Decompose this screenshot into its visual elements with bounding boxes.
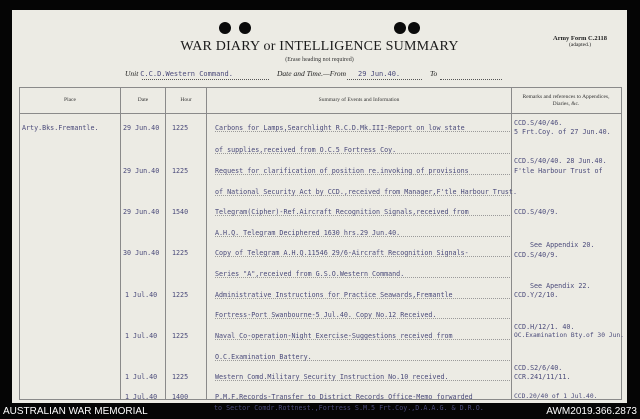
column-divider xyxy=(120,88,121,399)
entry-summary: A.H.Q. Telegram Deciphered 1630 hrs.29 Jun.40. xyxy=(215,229,401,237)
entry-remarks: CCR.241/11/11. xyxy=(514,373,571,381)
unit-underline xyxy=(142,79,269,80)
col-header-date: Date xyxy=(137,97,149,104)
unit-field xyxy=(125,69,233,78)
entry-date: 29 Jun.40 xyxy=(123,167,160,175)
date-time-field xyxy=(277,69,400,78)
entry-summary: O.C.Examination Battery. xyxy=(215,353,312,361)
entry-remarks: See Apendix 22. xyxy=(530,282,591,290)
entry-remarks: CCD.20/40 of 1 Jul.40. xyxy=(514,393,598,400)
form-title: WAR DIARY or INTELLIGENCE SUMMARY xyxy=(180,39,459,54)
entry-date: 1 Jul.40 xyxy=(125,291,158,299)
entry-remarks: See Appendix 20. xyxy=(530,241,595,249)
entry-summary: Carbons for Lamps,Searchlight R.C.D.Mk.III-Report on low state xyxy=(215,124,465,132)
punch-hole xyxy=(394,22,406,34)
to-label: To xyxy=(430,69,438,78)
col-header-place: Place xyxy=(64,97,76,104)
entry-summary: Western Comd.Military Security Instruction No.10 received. xyxy=(215,373,449,381)
entry-remarks: CCD.S/40/46. xyxy=(514,119,563,127)
entry-summary: Telegram(Cipher)-Ref.Aircraft Recognition Signals,received from xyxy=(215,208,469,216)
entry-hour: 1540 xyxy=(172,208,189,216)
column-divider xyxy=(206,88,207,399)
entry-summary: Naval Co-operation-Night Exercise-Suggestions received from xyxy=(215,332,453,340)
entry-date: 29 Jun.40 xyxy=(123,208,160,216)
entry-hour: 1225 xyxy=(172,167,189,175)
entry-summary: Administrative Instructions for Practice Seawards,Fremantle xyxy=(215,291,453,299)
archive-reference: AWM2019.366.2873 xyxy=(546,406,637,417)
entry-date: 1 Jul.40 xyxy=(125,393,158,401)
entry-remarks: F'tle Harbour Trust of xyxy=(514,167,603,175)
entry-summary: Series "A",received from G.S.O.Western Command. xyxy=(215,270,405,278)
entry-remarks: 5 Frt.Coy. of 27 Jun.40. xyxy=(514,128,611,136)
entry-remarks: CCD.S2/6/40. xyxy=(514,364,563,372)
entry-remarks: CCD.H/12/1. 40. xyxy=(514,323,575,331)
column-divider xyxy=(165,88,166,399)
entry-remarks: CCD.Y/2/10. xyxy=(514,291,559,299)
from-date-value: 29 Jun.40. xyxy=(357,70,401,78)
col-header-remarks: Remarks and references to Appendices, Diaries, &c. xyxy=(522,93,610,107)
unit-value: C.C.D.Western Command. xyxy=(140,70,233,78)
army-form-adapted: (adapted.) xyxy=(568,42,592,48)
entry-remarks: OC.Examination Bty.of 30 Jun. xyxy=(514,332,624,339)
form-subtitle: (Erase heading not required) xyxy=(285,57,354,63)
entry-hour: 1225 xyxy=(172,332,189,340)
diary-table xyxy=(19,87,622,400)
archive-credit: AUSTRALIAN WAR MEMORIAL xyxy=(3,406,148,417)
entry-hour: 1225 xyxy=(172,373,189,381)
entry-date: 29 Jun.40 xyxy=(123,124,160,132)
date-time-label: Date and Time.—From xyxy=(277,69,347,78)
entry-summary: of National Security Act by CCD.,received from Manager,F'tle Harbour Trust. xyxy=(215,188,517,196)
col-header-summary: Summary of Events and Information xyxy=(318,97,400,104)
entry-hour: 1400 xyxy=(172,393,189,401)
army-form-label: Army Form C.2118 xyxy=(553,35,607,42)
punch-hole xyxy=(408,22,420,34)
entry-hour: 1225 xyxy=(172,291,189,299)
to-underline xyxy=(440,79,502,80)
entry-remarks: CCD.S/40/9. xyxy=(514,251,559,259)
punch-hole xyxy=(219,22,231,34)
entry-date: 1 Jul.40 xyxy=(125,373,158,381)
entry-date: 1 Jul.40 xyxy=(125,332,158,340)
entry-summary: Fortress-Port Swanbourne-5 Jul.40. Copy No.12 Received. xyxy=(215,311,437,319)
entry-remarks: CCD.S/40/9. xyxy=(514,208,559,216)
entry-date: 30 Jun.40 xyxy=(123,249,160,257)
col-header-hour: Hour xyxy=(180,97,192,104)
entry-hour: 1225 xyxy=(172,124,189,132)
entry-hour: 1225 xyxy=(172,249,189,257)
entry-summary: to Sector Comdr.Rottnest.,Fortress S.M.5 Frt.Coy.,D.A.A.G. & D.R.O. xyxy=(214,404,484,412)
entry-summary: of supplies,received from O.C.5 Fortress Coy. xyxy=(215,146,397,154)
entry-summary: Request for clarification of position re.invoking of provisions xyxy=(215,167,469,175)
entry-place: Arty.Bks.Fremantle. xyxy=(22,124,99,132)
entry-summary: P.M.F.Records-Transfer to District Records Office-Memo forwarded xyxy=(215,393,473,401)
entry-summary: Copy of Telegram A.H.Q.11546 29/6-Aircraft Recognition Signals- xyxy=(215,249,469,257)
punch-hole xyxy=(239,22,251,34)
from-underline xyxy=(347,79,422,80)
column-divider xyxy=(511,88,512,399)
army-form-number xyxy=(553,35,607,48)
unit-label: Unit xyxy=(125,69,139,78)
header-divider xyxy=(20,113,621,114)
entry-remarks: CCD.S/40/40. 28 Jun.40. xyxy=(514,157,607,165)
